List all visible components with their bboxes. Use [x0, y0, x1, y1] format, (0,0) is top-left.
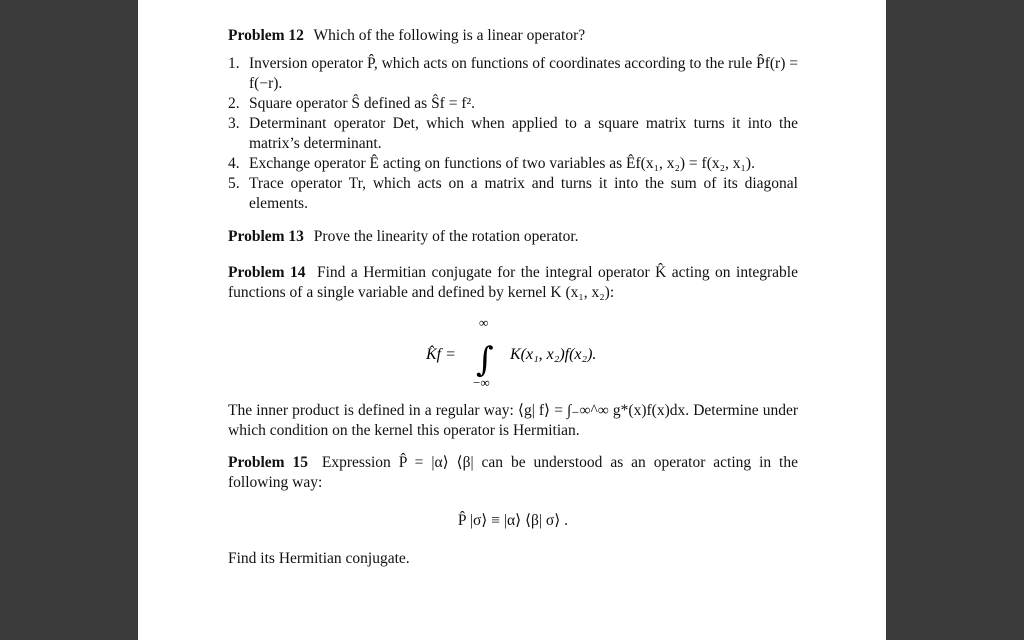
problem-12-label: Problem 12: [228, 27, 304, 44]
document-page: [138, 0, 886, 640]
option-5: 5. Trace operator Tr, which acts on a matrix and turns it into the sum of its diagonal elements.: [228, 175, 798, 212]
problem-15: [228, 453, 798, 493]
integral-equation: [228, 319, 798, 389]
integral-equation-svg: [228, 319, 798, 389]
upper-limit: ∞: [479, 319, 489, 330]
problem-14-followup: The inner product is defined in a regular way: ⟨g| f⟩ = ∫₋∞^∞ g*(x)f(x)dx. Determine under which condition on the kernel this operator is Hermitian.: [228, 402, 798, 439]
option-3: 3. Determinant operator Det, which when applied to a square matrix turns it into the matrix’s determinant.: [228, 115, 798, 152]
equation-lhs: K̂f =: [426, 346, 456, 363]
document-content: [228, 26, 798, 569]
problem-12: [228, 26, 798, 46]
problem-12-options: [228, 54, 798, 214]
integral-sign: ∫: [476, 340, 494, 380]
integrand: K(x₁, x₂)f(x₂).: [510, 346, 597, 363]
problem-15-label: Problem 15: [228, 454, 308, 471]
problem-13-label: Problem 13: [228, 228, 304, 245]
projector-equation: P̂ |σ⟩ ≡ |α⟩ ⟨β| σ⟩ .: [457, 512, 569, 529]
problem-14-text: Find a Hermitian conjugate for the integral operator K̂ acting on integrable functions of a single variable and defined by kernel K (x₁, x₂):: [228, 264, 798, 301]
problem-15-text: Expression P̂ = |α⟩ ⟨β| can be understood as an operator acting in the following way:: [228, 454, 798, 491]
problem-13: [228, 227, 798, 247]
option-1: 1. Inversion operator P̂, which acts on functions of coordinates according to the rule P̂f(r) = f(−r).: [228, 55, 798, 92]
option-2: 2. Square operator Ŝ defined as Ŝf = f².: [228, 95, 476, 112]
problem-14: [228, 263, 798, 303]
option-4: 4. Exchange operator Ê acting on functions of two variables as Êf(x₁, x₂) = f(x₂, x₁).: [228, 155, 755, 172]
problem-13-text: Prove the linearity of the rotation operator.: [313, 228, 579, 245]
lower-limit: −∞: [473, 375, 490, 389]
problem-12-question: Which of the following is a linear operator?: [313, 27, 586, 44]
problem-15-final: Find its Hermitian conjugate.: [228, 550, 410, 567]
problem-14-label: Problem 14: [228, 264, 306, 281]
